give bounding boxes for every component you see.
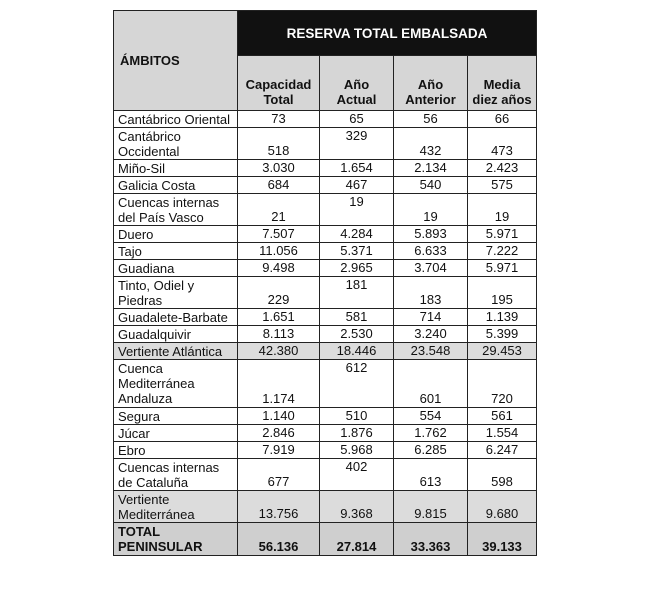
row-value: 561	[468, 408, 537, 425]
row-value: 19	[468, 194, 537, 226]
row-value: 42.380	[238, 343, 320, 360]
table-row	[114, 243, 537, 260]
row-value: 195	[468, 277, 537, 309]
row-value: 229	[238, 277, 320, 309]
row-value: 5.971	[468, 226, 537, 243]
row-value: 518	[238, 128, 320, 160]
row-value: 29.453	[468, 343, 537, 360]
row-value: 21	[238, 194, 320, 226]
row-value: 9.368	[320, 491, 394, 523]
row-value: 3.240	[394, 326, 468, 343]
row-value: 598	[468, 459, 537, 491]
row-name: Tinto, Odiel y Piedras	[114, 277, 238, 309]
row-name: TOTAL PENINSULAR	[114, 523, 238, 556]
row-value: 510	[320, 408, 394, 425]
row-value: 66	[468, 111, 537, 128]
row-name: Cantábrico Oriental	[114, 111, 238, 128]
row-name: Ebro	[114, 442, 238, 459]
row-value: 6.285	[394, 442, 468, 459]
table-body	[114, 111, 537, 556]
row-value: 1.174	[238, 360, 320, 408]
row-value: 9.680	[468, 491, 537, 523]
row-name: Tajo	[114, 243, 238, 260]
header-ano-anterior: Año Anterior	[394, 56, 468, 111]
table-row	[114, 226, 537, 243]
row-value: 4.284	[320, 226, 394, 243]
row-value: 7.507	[238, 226, 320, 243]
row-value: 18.446	[320, 343, 394, 360]
header-ambitos: ÁMBITOS	[114, 11, 238, 111]
row-value: 720	[468, 360, 537, 408]
row-value: 540	[394, 177, 468, 194]
row-name: Cantábrico Occidental	[114, 128, 238, 160]
row-value: 6.633	[394, 243, 468, 260]
row-name: Miño-Sil	[114, 160, 238, 177]
row-value: 612	[320, 360, 394, 408]
row-name: Segura	[114, 408, 238, 425]
table-row	[114, 360, 537, 408]
row-value: 3.704	[394, 260, 468, 277]
table-row	[114, 260, 537, 277]
row-name: Galicia Costa	[114, 177, 238, 194]
row-value: 73	[238, 111, 320, 128]
table-row	[114, 277, 537, 309]
table-row	[114, 111, 537, 128]
row-name: Guadalquivir	[114, 326, 238, 343]
row-value: 19	[394, 194, 468, 226]
row-value: 65	[320, 111, 394, 128]
row-value: 39.133	[468, 523, 537, 556]
row-value: 8.113	[238, 326, 320, 343]
row-value: 329	[320, 128, 394, 160]
row-value: 56.136	[238, 523, 320, 556]
table-row	[114, 408, 537, 425]
row-value: 677	[238, 459, 320, 491]
row-value: 23.548	[394, 343, 468, 360]
row-name: Duero	[114, 226, 238, 243]
table-row	[114, 459, 537, 491]
row-value: 2.846	[238, 425, 320, 442]
table-row	[114, 177, 537, 194]
row-value: 1.139	[468, 309, 537, 326]
row-value: 5.968	[320, 442, 394, 459]
row-value: 402	[320, 459, 394, 491]
row-value: 684	[238, 177, 320, 194]
header-group-title: RESERVA TOTAL EMBALSADA	[238, 11, 537, 56]
row-name: Guadalete-Barbate	[114, 309, 238, 326]
row-value: 7.222	[468, 243, 537, 260]
row-value: 7.919	[238, 442, 320, 459]
row-value: 5.893	[394, 226, 468, 243]
row-value: 1.140	[238, 408, 320, 425]
row-value: 581	[320, 309, 394, 326]
row-value: 56	[394, 111, 468, 128]
row-value: 1.876	[320, 425, 394, 442]
row-value: 9.815	[394, 491, 468, 523]
row-value: 19	[320, 194, 394, 226]
row-value: 1.554	[468, 425, 537, 442]
reservoir-table	[113, 10, 537, 556]
table-row	[114, 160, 537, 177]
row-value: 2.134	[394, 160, 468, 177]
row-value: 6.247	[468, 442, 537, 459]
row-value: 33.363	[394, 523, 468, 556]
subtotal-row	[114, 491, 537, 523]
table-row	[114, 442, 537, 459]
header-capacidad: Capacidad Total	[238, 56, 320, 111]
row-value: 5.399	[468, 326, 537, 343]
row-value: 5.971	[468, 260, 537, 277]
row-value: 2.423	[468, 160, 537, 177]
table-row	[114, 128, 537, 160]
row-value: 9.498	[238, 260, 320, 277]
row-value: 1.651	[238, 309, 320, 326]
row-name: Vertiente Atlántica	[114, 343, 238, 360]
row-value: 613	[394, 459, 468, 491]
subtotal-row	[114, 343, 537, 360]
row-value: 3.030	[238, 160, 320, 177]
row-value: 575	[468, 177, 537, 194]
row-value: 27.814	[320, 523, 394, 556]
table-row	[114, 194, 537, 226]
row-value: 1.654	[320, 160, 394, 177]
table-row	[114, 326, 537, 343]
table-row	[114, 309, 537, 326]
row-value: 467	[320, 177, 394, 194]
row-value: 2.965	[320, 260, 394, 277]
row-value: 601	[394, 360, 468, 408]
row-name: Guadiana	[114, 260, 238, 277]
row-name: Júcar	[114, 425, 238, 442]
row-name: Cuencas internas del País Vasco	[114, 194, 238, 226]
row-value: 181	[320, 277, 394, 309]
row-value: 554	[394, 408, 468, 425]
total-row	[114, 523, 537, 556]
header-media: Media diez años	[468, 56, 537, 111]
row-value: 1.762	[394, 425, 468, 442]
row-value: 13.756	[238, 491, 320, 523]
row-value: 2.530	[320, 326, 394, 343]
table-row	[114, 425, 537, 442]
row-name: Vertiente Mediterránea	[114, 491, 238, 523]
row-value: 11.056	[238, 243, 320, 260]
row-value: 432	[394, 128, 468, 160]
row-value: 5.371	[320, 243, 394, 260]
row-value: 714	[394, 309, 468, 326]
row-value: 473	[468, 128, 537, 160]
row-name: Cuencas internas de Cataluña	[114, 459, 238, 491]
row-name: Cuenca Mediterránea Andaluza	[114, 360, 238, 408]
header-ano-actual: Año Actual	[320, 56, 394, 111]
row-value: 183	[394, 277, 468, 309]
